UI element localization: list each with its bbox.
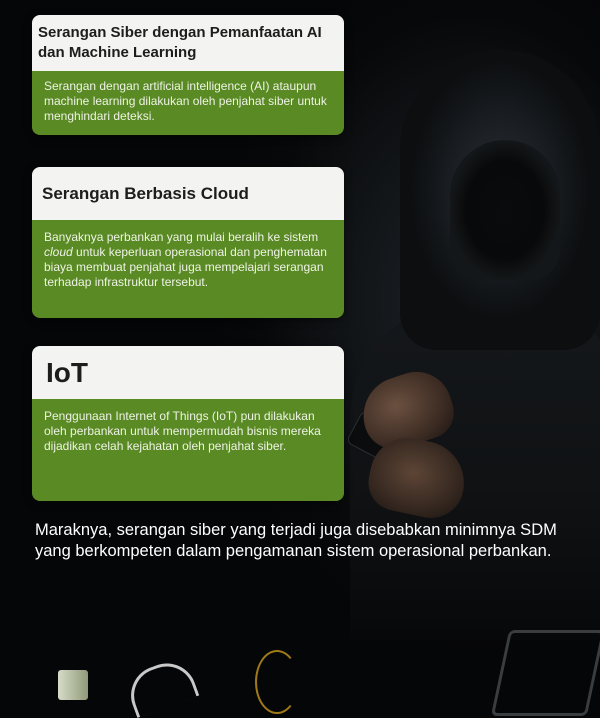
card-title-text: Serangan Siber dengan Pemanfaatan AI dan Machine Learning: [38, 24, 322, 61]
wire-image: [255, 650, 299, 714]
card-title: [32, 167, 344, 220]
card-body: [32, 71, 344, 135]
card-body-text: Serangan dengan artificial intelligence (AI) ataupun machine learning dilakukan oleh penjahat siber untuk menghindari deteksi.: [44, 79, 327, 123]
card-body-text: [44, 230, 332, 290]
card-iot-attack: [32, 346, 344, 501]
card-title-text: Serangan Berbasis Cloud: [42, 183, 249, 203]
card-title-text: IoT: [46, 356, 88, 388]
card-ai-ml-attack: [32, 15, 344, 135]
card-title: [32, 346, 344, 399]
laptop-image: [491, 630, 600, 716]
card-body: [32, 220, 344, 318]
card-body-text-part: Banyaknya perbankan yang mulai beralih ke sistem: [44, 230, 319, 244]
card-body-text-part: untuk keperluan operasional dan penghematan biaya membuat penjahat juga mempelajari serangan terhadap infrastruktur tersebut.: [44, 245, 327, 289]
card-body-text: Penggunaan Internet of Things (IoT) pun dilakukan oleh perbankan untuk mempermudah bisnis mereka dijadikan celah kejahatan oleh penjahat siber.: [44, 409, 321, 453]
hacker-face-shadow: [450, 140, 560, 280]
card-body: [32, 399, 344, 501]
money-image: [58, 670, 88, 700]
footer-paragraph: Maraknya, serangan siber yang terjadi juga disebabkan minimnya SDM yang berkompeten dalam pengamanan sistem operasional perbankan.: [35, 521, 557, 560]
card-cloud-attack: [32, 167, 344, 318]
card-title: [32, 15, 344, 71]
card-body-text-italic: cloud: [44, 245, 73, 259]
